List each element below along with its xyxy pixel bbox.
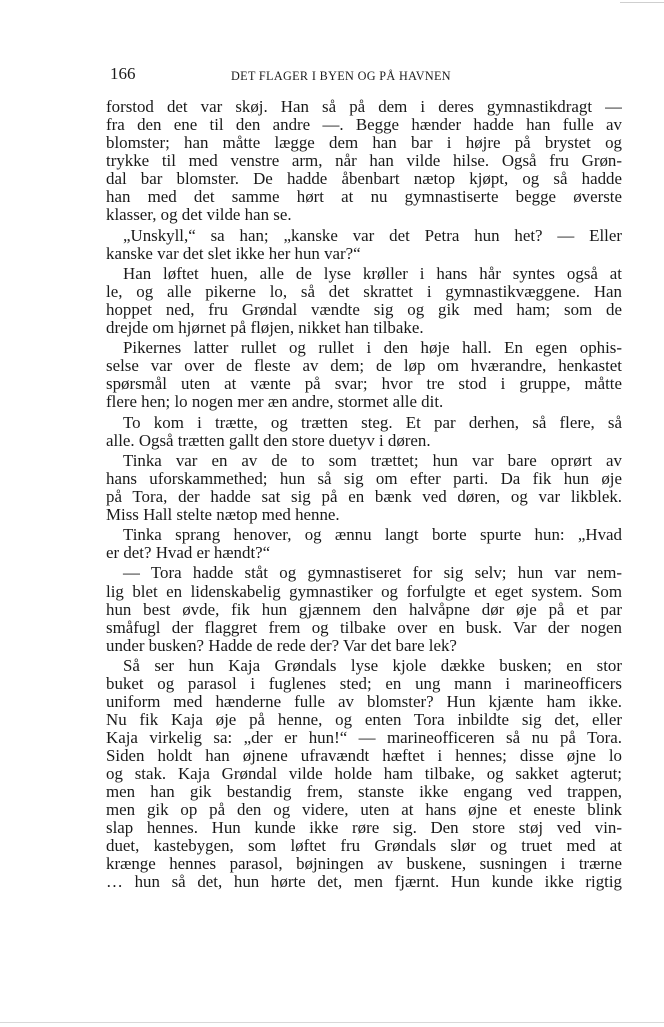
paragraph [106,414,622,450]
text-line: han med det samme hørt at nu gymnastiserte begge øverste [106,188,622,207]
text-line: — Tora hadde ståt og gymnastiseret for sig selv; hun var nem- [123,564,622,583]
text-line: alle. Også trætten gallt den store duetyv i døren. [106,431,431,450]
text-line: Han løftet huen, alle de lyse krøller i hans hår syntes også at [123,264,622,283]
text-line: le, og alle pikerne lo, så det skrattet i gymnastikvæggene. Han [106,282,622,301]
text-line: men gik op på den og videre, uten at hans øjne et eneste blink [106,801,622,820]
paragraph [106,98,622,224]
paragraph [106,657,622,892]
text-line: spørsmål uten at vænte på svar; hvor tre stod i gruppe, måtte [106,375,622,394]
body-text [106,98,622,894]
text-line: kanske var det slet ikke her hun var?“ [106,244,361,263]
text-line: men han gik bestandig frem, stanste ikke engang ved trappen, [106,783,622,802]
paragraph [106,452,622,524]
text-line: duet, kastebygen, som løftet fru Grøndals slør og truet med at [106,837,622,856]
text-line: drejde om hjørnet på fløjen, nikket han tilbake. [106,318,424,337]
text-line: To kom i trætte, og trætten steg. Et par derhen, så flere, så [123,413,622,432]
text-line: blomster; han måtte lægge dem han bar i højre på brystet og [106,134,622,153]
paragraph [106,526,622,562]
text-line: Pikernes latter rullet og rullet i den høje hall. En egen ophis- [123,339,622,358]
text-line: forstod det var skøj. Han så på dem i deres gymnastikdragt — [106,98,622,116]
text-line: uniform med hænderne fulle av blomster? Hun kjænte ham ikke. [106,693,622,711]
text-line: lig blet en lidenskabelig gymnastiker og forfulgte et eget system. Som [106,582,622,601]
text-line: Miss Hall stelte nætop med henne. [106,505,340,524]
text-line: krænge hennes parasol, bøjningen av buskene, susningen i trærne [106,855,622,874]
text-line: Så ser hun Kaja Grøndals lyse kjole dække busken; en stor [123,656,622,675]
paragraph [106,227,622,263]
page-number: 166 [110,64,136,83]
text-line: hoppet ned, fru Grøndal vændte sig og gik med ham; som de [106,300,622,319]
text-line: selse var over de fleste av dem; de løp om hværandre, henkastet [106,357,622,376]
text-line: småfugl der flaggret frem og tilbake over en busk. Var der nogen [106,618,622,637]
text-line: dal bar blomster. De hadde åbenbart nætop kjøpt, og så hadde [106,170,622,189]
paragraph [106,339,622,411]
text-line: slap hennes. Hun kunde ikke røre sig. Den store støj ved vin- [106,819,622,838]
text-line: og stak. Kaja Grøndal vilde holde ham tilbake, og sakket agterut; [106,765,622,784]
running-title: DET FLAGER I BYEN OG PÅ HAVNEN [231,69,451,83]
text-line: klasser, og det vilde han se. [106,206,292,225]
text-line: er det? Hvad er hændt?“ [106,544,271,563]
text-line: … hun så det, hun hørte det, men fjærnt. Hun kunde ikke rigtig [106,873,622,892]
page-header [110,64,622,86]
text-line: Tinka var en av de to som trættet; hun var bare oprørt av [123,451,622,470]
text-line: under busken? Hadde de rede der? Var det bare lek? [106,636,457,655]
text-line: flere hen; lo nogen mer æn andre, stormet alle dit. [106,393,444,412]
paragraph [106,265,622,337]
text-line: hans uforskammethed; hun så sig om efter parti. Da fik hun øje [106,469,622,488]
text-line: hun best øvde, fik hun gjænnem den halvåpne dør øje på et par [106,600,622,619]
text-line: Nu fik Kaja øje på henne, og enten Tora inbildte sig det, eller [106,711,622,730]
text-line: „Unskyll,“ sa han; „kanske var det Petra hun het? — Eller [123,226,622,245]
text-line: Siden holdt han øjnene ufravændt hæftet i hennes; disse øjne lo [106,747,622,766]
text-line: på Tora, der hadde sat sig på en bænk ved døren, og var likblek. [106,487,622,506]
scan-edge-line [620,2,664,3]
text-line: fra den ene til den andre —. Begge hænder hadde han fulle av [106,116,622,135]
paragraph [106,564,622,654]
text-line: trykke til med venstre arm, når han vilde hilse. Også fru Grøn- [106,152,622,171]
scan-bottom-edge [0,1022,664,1023]
text-line: Tinka sprang henover, og ænnu langt borte spurte hun: „Hvad [123,526,622,545]
text-line: buket og parasol i fuglenes sted; en ung mann i marineofficers [106,674,622,693]
text-line: Kaja virkelig sa: „der er hun!“ — marineofficeren så nu på Tora. [106,729,622,748]
